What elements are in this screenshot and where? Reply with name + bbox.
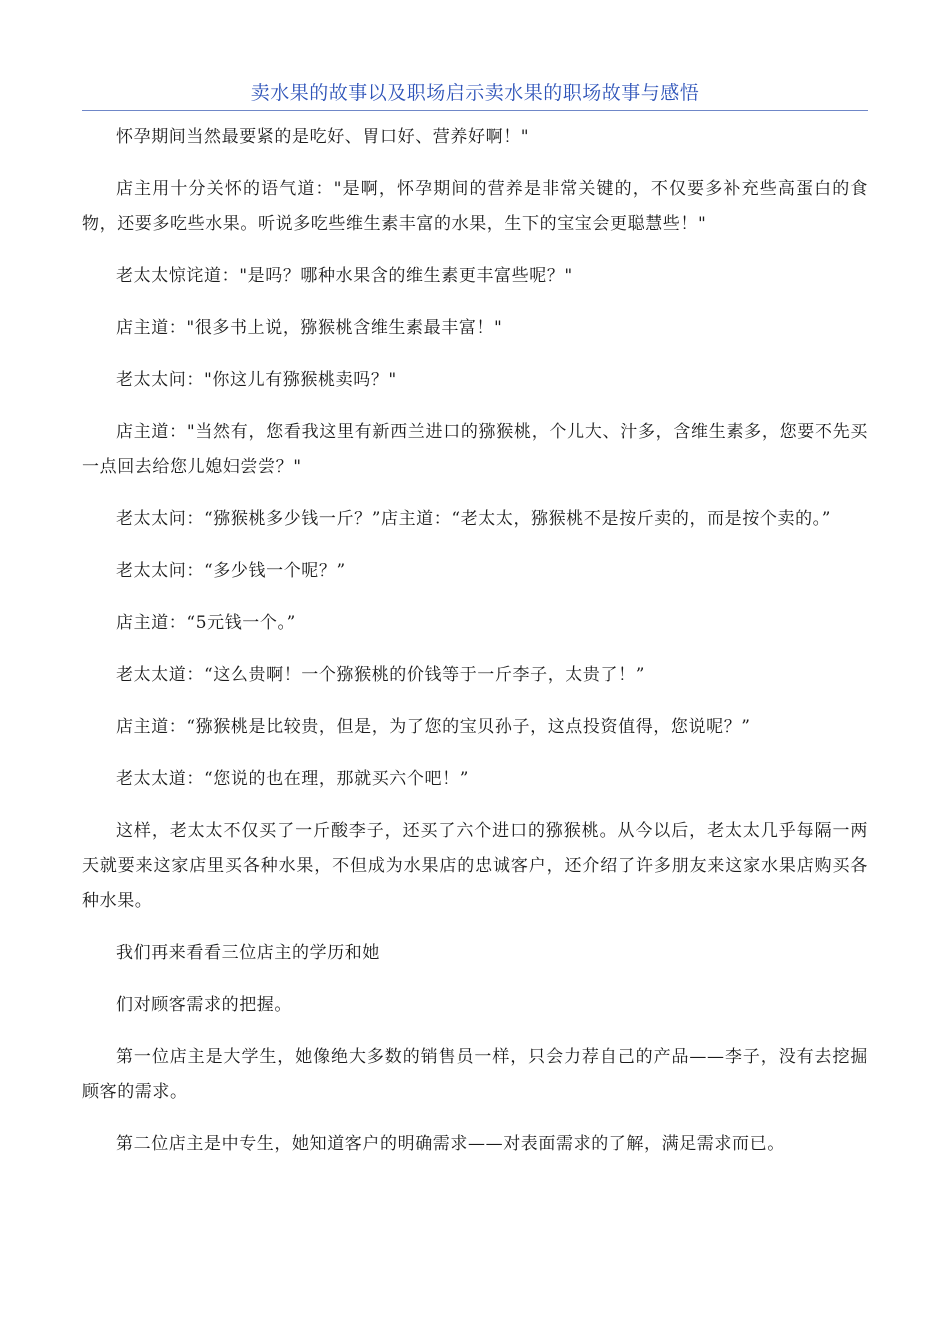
paragraph-14: 我们再来看看三位店主的学历和她 (116, 943, 380, 963)
page-header (82, 80, 868, 111)
paragraph-9: 店主道：“5元钱一个。” (116, 613, 296, 633)
document-body (82, 120, 868, 1179)
paragraph-10: 老太太道：“这么贵啊！一个猕猴桃的价钱等于一斤李子，太贵了！” (116, 665, 645, 685)
header-title: 卖水果的故事以及职场启示卖水果的职场故事与感悟 (250, 82, 700, 104)
paragraph-15: 们对顾客需求的把握。 (116, 995, 292, 1015)
paragraph-5: 老太太问："你这儿有猕猴桃卖吗？" (116, 370, 397, 390)
paragraph-17: 第二位店主是中专生，她知道客户的明确需求——对表面需求的了解，满足需求而已。 (116, 1134, 785, 1154)
paragraph-8: 老太太问：“多少钱一个呢？” (116, 561, 346, 581)
paragraph-7: 老太太问：“猕猴桃多少钱一斤？”店主道：“老太太，猕猴桃不是按斤卖的，而是按个卖的。” (116, 509, 832, 529)
paragraph-3: 老太太惊诧道："是吗？哪种水果含的维生素更丰富些呢？" (116, 266, 573, 286)
paragraph-12: 老太太道：“您说的也在理，那就买六个吧！” (116, 769, 469, 789)
paragraph-4: 店主道："很多书上说，猕猴桃含维生素最丰富！" (116, 318, 503, 338)
paragraph-16: 第一位店主是大学生，她像绝大多数的销售员一样，只会力荐自己的产品——李子，没有去挖掘顾客的需求。 (82, 1047, 868, 1102)
paragraph-2: 店主用十分关怀的语气道："是啊，怀孕期间的营养是非常关键的，不仅要多补充些高蛋白的食物，还要多吃些水果。听说多吃些维生素丰富的水果，生下的宝宝会更聪慧些！" (82, 179, 868, 234)
paragraph-6: 店主道："当然有，您看我这里有新西兰进口的猕猴桃，个儿大、汁多，含维生素多，您要不先买一点回去给您儿媳妇尝尝？" (82, 422, 868, 477)
paragraph-11: 店主道：“猕猴桃是比较贵，但是，为了您的宝贝孙子，这点投资值得，您说呢？” (116, 717, 751, 737)
paragraph-1: 怀孕期间当然最要紧的是吃好、胃口好、营养好啊！" (116, 127, 530, 147)
paragraph-13: 这样，老太太不仅买了一斤酸李子，还买了六个进口的猕猴桃。从今以后，老太太几乎每隔一两天就要来这家店里买各种水果，不但成为水果店的忠诚客户，还介绍了许多朋友来这家水果店购买各种水果。 (82, 821, 868, 911)
